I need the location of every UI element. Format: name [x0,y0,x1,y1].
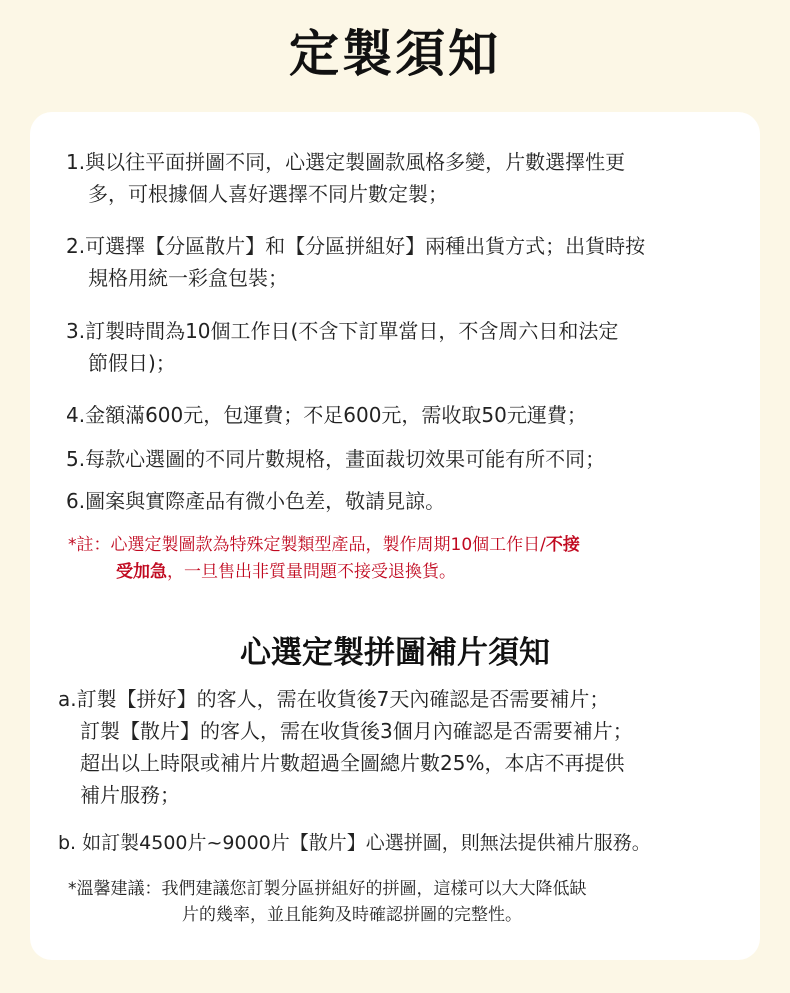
rule-4-line-1: 4.金額滿600元，包運費；不足600元，需收取50元運費； [66,403,587,427]
note-emphasis-2: 受加急 [116,562,167,582]
rule-3-line-1: 3.訂製時間為10個工作日(不含下訂單當日，不含周六日和法定 [66,319,619,343]
notice-card [30,112,760,960]
rule-1-line-2: 多，可根據個人喜好選擇不同片數定製； [88,182,448,206]
rule-1 [66,146,625,210]
rule-6-line-1: 6.圖案與實際產品有微小色差，敬請見諒。 [66,489,446,513]
refill-rule-a [58,683,633,811]
warm-tip-line-2: 片的幾率，並且能夠及時確認拼圖的完整性。 [182,905,522,925]
refill-a-line-3: 超出以上時限或補片片數超過全圖總片數25%，本店不再提供 [80,751,625,775]
refill-a-line-4: 補片服務； [80,783,180,807]
custom-note-line-1 [68,532,580,559]
warm-tip-line-1: *溫馨建議：我們建議您訂製分區拼組好的拼圖，這樣可以大大降低缺 [68,879,587,899]
note-suffix: ，一旦售出非質量問題不接受退換貨。 [167,562,456,582]
note-emphasis-1: 不接 [545,535,580,555]
rule-5 [66,443,605,475]
note-prefix: *註：心選定製圖款為特殊定製類型產品，製作周期10個工作日/ [68,535,546,555]
refill-title: 心選定製拼圖補片須知 [240,635,550,671]
refill-a-line-1: a.訂製【拼好】的客人，需在收貨後7天內確認是否需要補片； [58,687,610,711]
page-title: 定製須知 [289,25,501,83]
rule-2 [66,230,645,294]
rule-2-line-1: 2.可選擇【分區散片】和【分區拼組好】兩種出貨方式；出貨時按 [66,234,646,258]
rule-5-line-1: 5.每款心選圖的不同片數規格，畫面裁切效果可能有所不同； [66,447,606,471]
refill-b-line-1: b. 如訂製4500片~9000片【散片】心選拼圖，則無法提供補片服務。 [58,832,651,854]
refill-rule-b [58,827,651,859]
rule-3 [66,315,618,379]
custom-note [68,532,580,586]
warm-tip [68,876,587,928]
rule-1-line-1: 1.與以往平面拼圖不同，心選定製圖款風格多變，片數選擇性更 [66,150,626,174]
rule-3-line-2: 節假日)； [88,351,176,375]
rule-4 [66,399,587,431]
rule-6 [66,485,445,517]
rule-2-line-2: 規格用統一彩盒包裝； [88,266,288,290]
custom-note-line-2 [68,559,580,586]
refill-a-line-2: 訂製【散片】的客人，需在收貨後3個月內確認是否需要補片； [80,719,633,743]
